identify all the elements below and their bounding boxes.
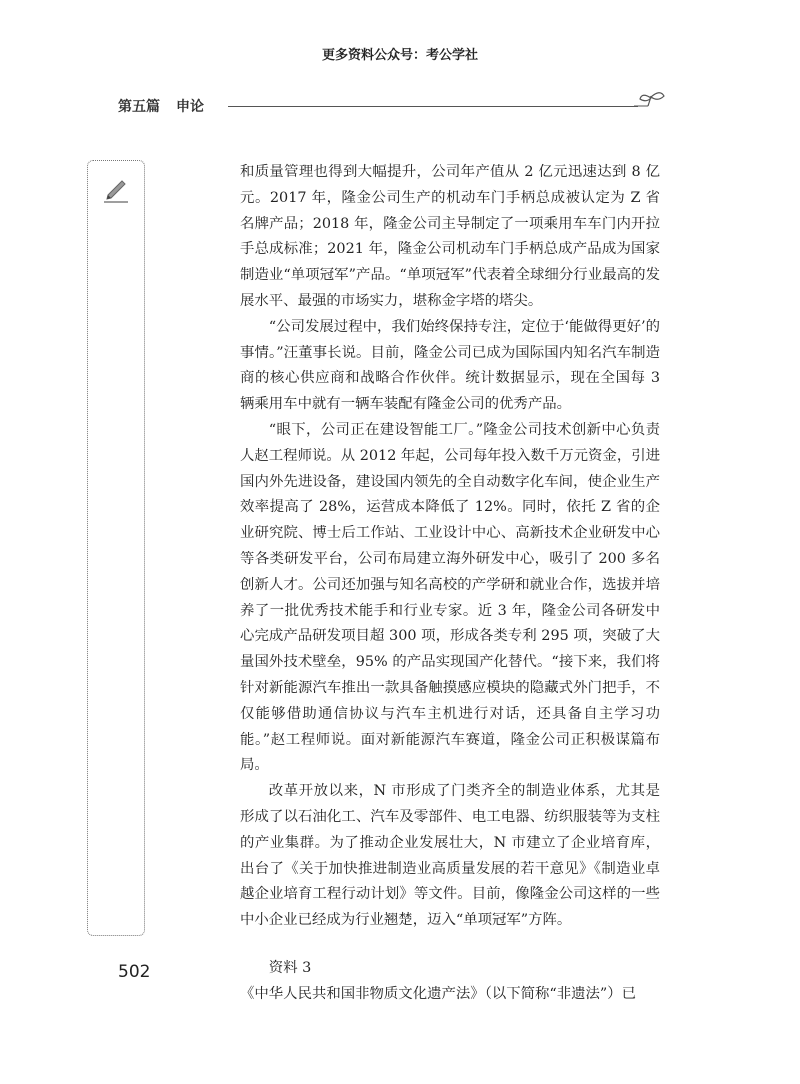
chapter-title: [118, 96, 210, 116]
header-rule: [228, 106, 638, 107]
chapter-part: 第五篇: [118, 99, 160, 115]
material-heading: 资料 3: [268, 959, 312, 976]
sprout-icon: [634, 90, 668, 110]
paragraph: 改革开放以来，N 市形成了门类齐全的制造业体系，尤其是形成了以石油化工、汽车及零部件、电工电器、纺织服装等为支柱的产业集群。为了推动企业发展壮大，N 市建立了企业培育库，出台了《关于加快推进制造业高质量发展的若干意见》《制造业卓越企业培育工程行动计划》等文件。目前，像隆金公司这样的一些中小企业已经成为行业翘楚，迈入“单项冠军”方阵。: [240, 783, 660, 929]
pencil-icon: [102, 175, 130, 203]
paragraph: “眼下，公司正在建设智能工厂。”隆金公司技术创新中心负责人赵工程师说。从 2012 年起，公司每年投入数千万元资金，引进国内外先进设备，建设国内领先的全自动数字化车间，使企业生产效率提高了 28%，运营成本降低了 12%。同时，依托 Z 省的企业研究院、博士后工作站、工业设计中心、高新技术企业研发中心等各类研发平台，公司布局建立海外研发中心，吸引了 200 多名创新人才。公司还加强与知名高校的产学研和就业合作，选拔并培养了一批优秀技术能手和行业专家。近 3 年，隆金公司各研发中心完成产品研发项目超 300 项，形成各类专利 295 项，突破了大量国外技术壁垒，95% 的产品实现国产化替代。“接下来，我们将针对新能源汽车推出一款具备触摸感应模块的隐藏式外门把手，不仅能够借助通信协议与汽车主机进行对话，还具备自主学习功能。”赵工程师说。面对新能源汽车赛道，隆金公司正积极谋篇布局。: [240, 421, 660, 774]
chapter-subject: 申论: [176, 99, 204, 115]
note-box: [87, 160, 145, 936]
paragraph: 《中华人民共和国非物质文化遗产法》（以下简称“非遗法”）已: [240, 985, 637, 1002]
top-banner: 更多资料公众号：考公学社: [321, 48, 478, 63]
paragraph: 和质量管理也得到大幅提升，公司年产值从 2 亿元迅速达到 8 亿元。2017 年，隆金公司生产的机动车门手柄总成被认定为 Z 省名牌产品；2018 年，隆金公司主导制定了一项乘用车车门内开拉手总成标准；2021 年，隆金公司机动车门手柄总成产品成为国家制造业“单项冠军”产品。“单项冠军”代表着全球细分行业最高的发展水平、最强的市场实力，堪称金字塔的塔尖。: [240, 164, 660, 309]
page-number: 502: [118, 962, 151, 982]
paragraph: “公司发展过程中，我们始终保持专注，定位于‘能做得更好’的事情。”汪董事长说。目前，隆金公司已成为国际国内知名汽车制造商的核心供应商和战略合作伙伴。统计数据显示，现在全国每 3 辆乘用车中就有一辆车装配有隆金公司的优秀产品。: [240, 318, 660, 413]
article-body: [240, 160, 660, 1008]
chapter-header: [118, 96, 678, 120]
